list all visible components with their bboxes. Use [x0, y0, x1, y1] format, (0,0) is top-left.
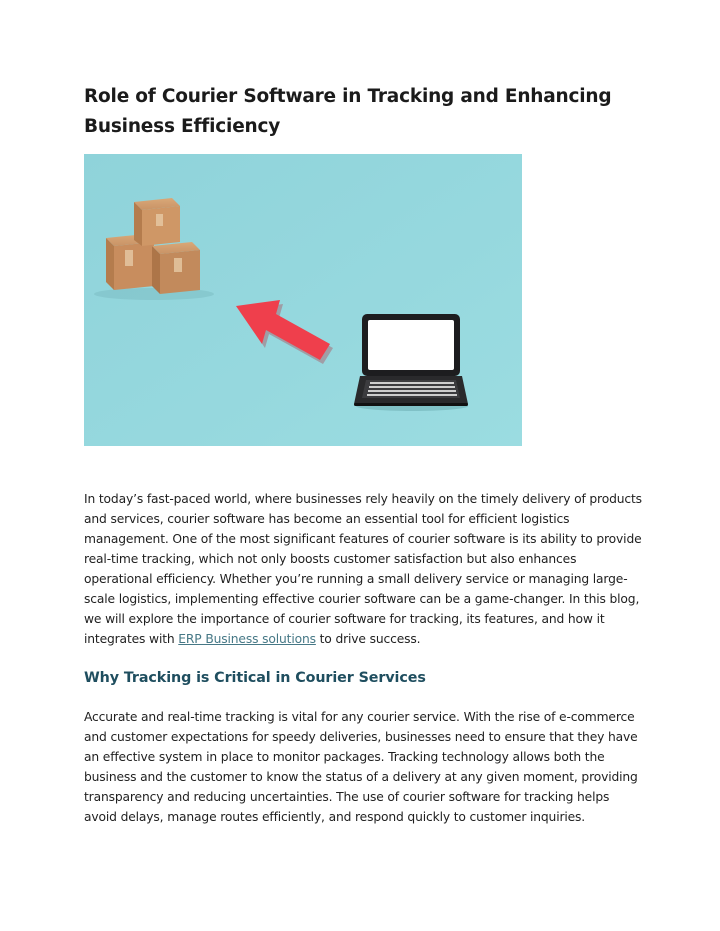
- intro-paragraph: [84, 489, 644, 649]
- laptop-icon: [354, 314, 468, 411]
- article-title: Role of Courier Software in Tracking and Enhancing Business Efficiency: [84, 86, 612, 137]
- section-paragraph: Accurate and real-time tracking is vital for any courier service. With the rise of e-commerce and customer expectations for speedy deliveries, businesses need to ensure that they have an effective system in place to monitor packages. Tracking technology allows both the business and the customer to know the status of a delivery at any given moment, providing transparency and reducing uncertainties. The use of courier software for tracking helps avoid delays, manage routes efficiently, and respond quickly to customer inquiries.: [84, 710, 638, 824]
- hero-image: [84, 154, 522, 446]
- intro-text-end: to drive success.: [315, 632, 421, 646]
- section-heading: Why Tracking is Critical in Courier Services: [84, 670, 426, 686]
- erp-business-solutions-link[interactable]: ERP Business solutions: [178, 632, 316, 646]
- intro-text: In today’s fast-paced world, where businesses rely heavily on the timely delivery of products and services, courier software has become an essential tool for efficient logistics management. One of the most significant features of courier software is its ability to provide real-time tracking, which not only boosts customer satisfaction but also enhances operational efficiency. Whether you’re running a small delivery service or managing large-scale logistics, implementing effective courier software can be a game-changer. In this blog, we will explore the importance of courier software for tracking, its features, and how it integrates with: [84, 492, 642, 646]
